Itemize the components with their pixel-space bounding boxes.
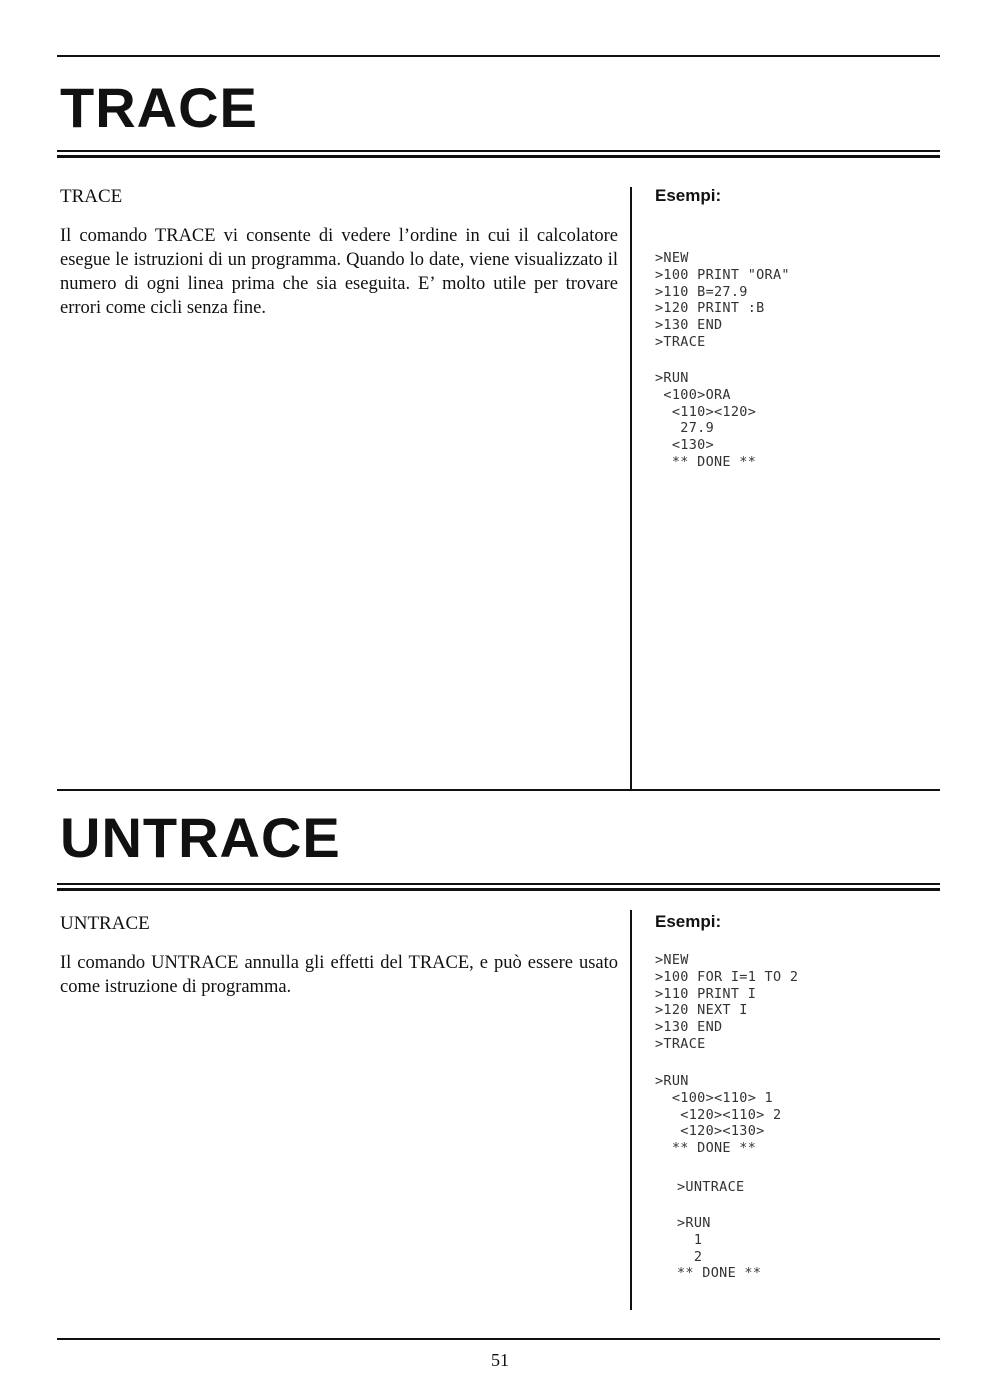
untrace-description: Il comando UNTRACE annulla gli effetti del TRACE, e può essere usato come istruzione di programma. [60,953,618,997]
trace-column-divider [630,187,632,789]
trace-heading: TRACE [60,76,258,139]
trace-heading-rule-lower [57,155,940,158]
untrace-column-divider [630,910,632,1310]
untrace-top-rule [57,789,940,791]
trace-description: Il comando TRACE vi consente di vedere l’ordine in cui il calcolatore esegue le istruzioni di un programma. Quando lo date, viene visualizzato il numero di ogni linea prima che sia eseguita. E’ molto utile per trovare errori come cicli senza fine. [60,226,618,318]
trace-subtitle: TRACE [60,186,123,207]
untrace-example-run-after: >RUN 1 2 ** DONE ** [677,1215,762,1282]
trace-example-run: >RUN <100>ORA <110><120> 27.9 <130> ** DONE ** [655,370,757,470]
untrace-example-program: >NEW >100 FOR I=1 TO 2 >110 PRINT I >120 NEXT I >130 END >TRACE [655,952,799,1052]
untrace-example-untrace: >UNTRACE [677,1179,745,1195]
untrace-heading-rule-lower [57,888,940,891]
trace-example-program: >NEW >100 PRINT "ORA" >110 B=27.9 >120 PRINT :B >130 END >TRACE [655,250,790,350]
untrace-example-run: >RUN <100><110> 1 <120><110> 2 <120><130> ** DONE ** [655,1073,782,1157]
trace-examples-label: Esempi: [655,186,722,205]
trace-heading-rule-upper [57,150,940,152]
footer-rule [57,1338,940,1340]
untrace-examples-label: Esempi: [655,912,722,931]
untrace-heading-rule-upper [57,883,940,885]
untrace-heading: UNTRACE [60,806,341,869]
top-rule [57,55,940,57]
page-number: 51 [491,1350,509,1370]
untrace-subtitle: UNTRACE [60,913,150,934]
